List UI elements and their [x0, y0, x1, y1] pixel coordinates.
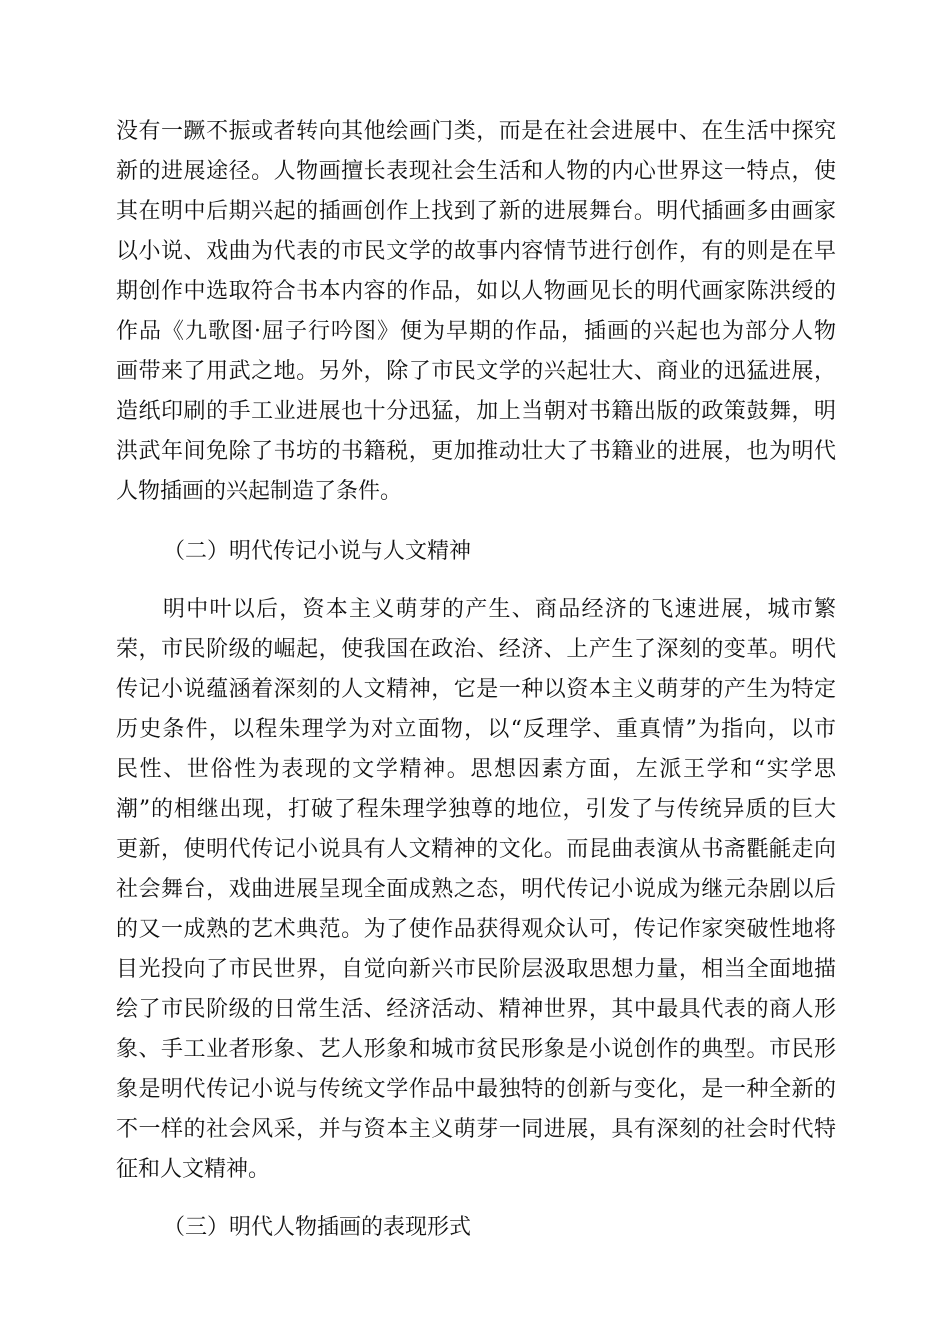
section-heading-3: （三）明代人物插画的表现形式 — [163, 1215, 472, 1240]
paragraph-line: 人物插画的兴起制造了条件。 — [116, 479, 403, 504]
paragraph-line: 不一样的社会风采，并与资本主义萌芽一同进展，具有深刻的社会时代特 — [116, 1117, 836, 1142]
paragraph-line: 的又一成熟的艺术典范。为了使作品获得观众认可，传记作家突破性地将 — [116, 917, 836, 942]
paragraph-line: 历史条件，以程朱理学为对立面物，以“反理学、重真情”为指向，以市 — [116, 717, 836, 742]
paragraph-line: 传记小说蕴涵着深刻的人文精神，它是一种以资本主义萌芽的产生为特定 — [116, 677, 836, 702]
paragraph-line: 社会舞台，戏曲进展呈现全面成熟之态，明代传记小说成为继元杂剧以后 — [116, 877, 836, 902]
paragraph-line: 征和人文精神。 — [116, 1157, 271, 1182]
paragraph-line: 目光投向了市民世界，自觉向新兴市民阶层汲取思想力量，相当全面地描 — [116, 957, 836, 982]
paragraph-line: 荣，市民阶级的崛起，使我国在政治、经济、上产生了深刻的变革。明代 — [116, 637, 836, 662]
paragraph-line: 其在明中后期兴起的插画创作上找到了新的进展舞台。明代插画多由画家 — [116, 199, 836, 224]
paragraph-line: 洪武年间免除了书坊的书籍税，更加推动壮大了书籍业的进展，也为明代 — [116, 439, 836, 464]
paragraph-line: 绘了市民阶级的日常生活、经济活动、精神世界，其中最具代表的商人形 — [116, 997, 836, 1022]
paragraph-line: 明中叶以后，资本主义萌芽的产生、商品经济的飞速进展，城市繁 — [163, 597, 836, 622]
paragraph-line: 民性、世俗性为表现的文学精神。思想因素方面，左派王学和“实学思 — [116, 757, 836, 782]
paragraph-line: 期创作中选取符合书本内容的作品，如以人物画见长的明代画家陈洪绶的 — [116, 279, 836, 304]
paragraph-line: 没有一蹶不振或者转向其他绘画门类，而是在社会进展中、在生活中探究 — [116, 119, 836, 144]
paragraph-line: 造纸印刷的手工业进展也十分迅猛，加上当朝对书籍出版的政策鼓舞，明 — [116, 399, 836, 424]
paragraph-line: 更新，使明代传记小说具有人文精神的文化。而昆曲表演从书斋氍毹走向 — [116, 837, 836, 862]
paragraph-line: 象是明代传记小说与传统文学作品中最独特的创新与变化，是一种全新的 — [116, 1077, 836, 1102]
paragraph-line: 作品《九歌图·屈子行吟图》便为早期的作品，插画的兴起也为部分人物 — [116, 319, 836, 344]
paragraph-line: 以小说、戏曲为代表的市民文学的故事内容情节进行创作，有的则是在早 — [116, 239, 836, 264]
paragraph-line: 新的进展途径。人物画擅长表现社会生活和人物的内心世界这一特点，使 — [116, 159, 836, 184]
paragraph-line: 象、手工业者形象、艺人形象和城市贫民形象是小说创作的典型。市民形 — [116, 1037, 836, 1062]
paragraph-line: 画带来了用武之地。另外，除了市民文学的兴起壮大、商业的迅猛进展， — [116, 359, 836, 384]
paragraph-line: 潮”的相继出现，打破了程朱理学独尊的地位，引发了与传统异质的巨大 — [116, 797, 836, 822]
section-heading-2: （二）明代传记小说与人文精神 — [163, 539, 472, 564]
